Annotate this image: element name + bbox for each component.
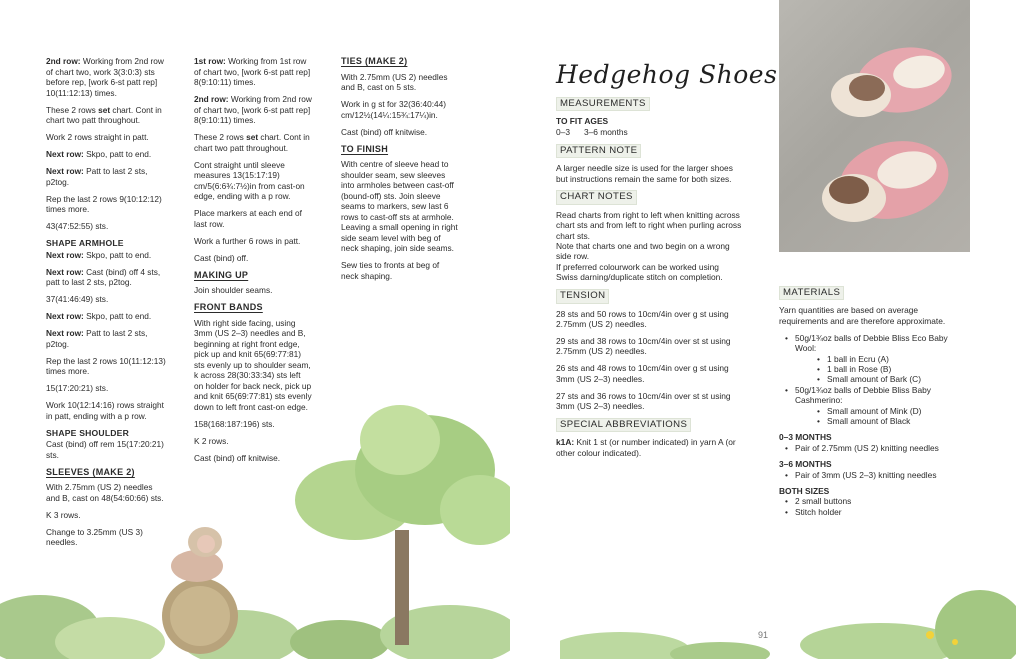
- pattern-title: Hedgehog Shoes: [556, 60, 778, 89]
- paragraph: Work 10(12:14:16) rows straight in patt, ending with a p row.: [46, 400, 164, 421]
- paragraph: 2nd row: Working from 2nd row of chart two, work 3(3:0:3) sts before rep, [work 6-st patt rep] 10(11:12:13) times.: [46, 56, 164, 98]
- paragraph: Rep the last 2 rows 9(10:12:12) times more.: [46, 193, 162, 214]
- shoes-image: [779, 0, 970, 252]
- paragraph: 43(47:52:55) sts.: [46, 221, 109, 231]
- needles-label: 3–6 MONTHS: [779, 459, 832, 470]
- paragraph: Next row: Cast (bind) off 4 sts, patt to last 2 sts, p2tog.: [46, 266, 161, 287]
- paragraph: With 2.75mm (US 2) needles and B, cast on 5 sts.: [341, 71, 448, 92]
- section-heading: TO FINISH: [341, 143, 389, 154]
- needles-list: [779, 443, 969, 453]
- paragraph: Cont straight until sleeve measures 13(15:17:19) cm/5(6:6¾:7½)in from cast-on edge, ending with a p row.: [194, 159, 305, 201]
- paragraph: These 2 rows set chart. Cont in chart two patt throughout.: [194, 132, 310, 153]
- plants-illustration-right: [560, 590, 1016, 659]
- paragraph: Next row: Skpo, patt to end.: [46, 311, 152, 321]
- section-heading: SLEEVES (MAKE 2): [46, 466, 135, 477]
- tension-item: 26 sts and 48 rows to 10cm/4in over g st using 3mm (US 2–3) needles.: [556, 363, 729, 384]
- extras-list: [779, 496, 969, 517]
- paragraph: Work 2 rows straight in patt.: [46, 132, 149, 142]
- paragraph: Join shoulder seams.: [194, 285, 273, 295]
- yarn-subitem: • Small amount of Bark (C): [819, 374, 969, 384]
- paragraph: 15(17:20:21) sts.: [46, 383, 109, 393]
- pattern-details: [556, 97, 742, 465]
- paragraph: Work a further 6 rows in patt.: [194, 235, 301, 246]
- needles-item: • Pair of 2.75mm (US 2) knitting needles: [787, 443, 969, 453]
- section-heading: TIES (MAKE 2): [341, 56, 408, 66]
- paragraph: 158(168:187:196) sts.: [194, 418, 275, 429]
- page-number: 91: [758, 630, 769, 640]
- fit-values: 0–3 3–6 months: [556, 126, 628, 137]
- materials-heading: MATERIALS: [779, 286, 844, 300]
- yarn-subitem: • 1 ball in Ecru (A): [819, 354, 969, 364]
- column-3: [341, 56, 459, 288]
- section-heading: SHAPE ARMHOLE: [46, 238, 124, 248]
- paragraph: Next row: Patt to last 2 sts, p2tog.: [46, 328, 148, 349]
- tension-heading: TENSION: [556, 289, 609, 303]
- paragraph: Next row: Skpo, patt to end.: [46, 149, 152, 159]
- extras-item: • Stitch holder: [787, 507, 969, 517]
- paragraph: Next row: Patt to last 2 sts, p2tog.: [46, 166, 148, 187]
- paragraph: K 3 rows.: [46, 509, 81, 520]
- pattern-note: A larger needle size is used for the larger shoes but instructions remain the same for both sizes.: [556, 163, 733, 184]
- paragraph: Rep the last 2 rows 10(11:12:13) times more.: [46, 355, 166, 376]
- tension-item: 28 sts and 50 rows to 10cm/4in over g st using 2.75mm (US 2) needles.: [556, 308, 729, 329]
- yarn-item: • 50g/1¾oz balls of Debbie Bliss Eco Baby Wool: • 1 ball in Ecru (A) • 1 ball in Rose (B) • Small amount of Bark (C): [787, 333, 969, 385]
- bush-left: [0, 595, 510, 659]
- materials: [779, 286, 969, 517]
- materials-intro: Yarn quantities are based on average requirements and are therefore approximate.: [779, 305, 946, 326]
- paragraph: Work in g st for 32(36:40:44) cm/12½(14¼:15¾:17¼)in.: [341, 99, 446, 120]
- chart-notes-heading: CHART NOTES: [556, 190, 637, 204]
- chart-note: If preferred colourwork can be worked using Swiss darning/duplicate stitch on completion.: [556, 261, 723, 283]
- section-heading: MAKING UP: [194, 269, 249, 280]
- paragraph: Cast (bind) off.: [194, 252, 249, 263]
- tension-item: 29 sts and 38 rows to 10cm/4in over st st using 2.75mm (US 2) needles.: [556, 335, 731, 357]
- fit-label: TO FIT AGES: [556, 116, 609, 127]
- paragraph: Cast (bind) off rem 15(17:20:21) sts.: [46, 439, 164, 460]
- abbreviations-heading: SPECIAL ABBREVIATIONS: [556, 418, 691, 432]
- paragraph: Place markers at each end of last row.: [194, 208, 302, 229]
- paragraph: 1st row: Working from 1st row of chart two, [work 6-st patt rep] 8(9:10:11) times.: [194, 56, 311, 87]
- paragraph: Change to 3.25mm (US 3) needles.: [46, 526, 143, 547]
- chart-note: Read charts from right to left when knitting across chart sts and from left to right when purling across chart sts.: [556, 209, 742, 241]
- paragraph: With centre of sleeve head to shoulder seam, sew sleeves into armholes between cast-off (bound-off) sts. Join sleeve seams to markers, sew last 6 rows to cast-off sts at armhole. Leaving a small opening in right side seam level with beg of neck shaping, join side seams.: [341, 159, 458, 253]
- pattern-note-heading: PATTERN NOTE: [556, 144, 641, 158]
- paragraph: Cast (bind) off knitwise.: [341, 126, 428, 137]
- paragraph: 2nd row: Working from 2nd row of chart two, [work 6-st patt rep] 8(9:10:11) times.: [194, 94, 312, 125]
- needles-label: 0–3 MONTHS: [779, 432, 832, 443]
- paragraph: With 2.75mm (US 2) needles and B, cast on 48(54:60:66) sts.: [46, 482, 164, 503]
- abbreviation: k1A: Knit 1 st (or number indicated) in yarn A (or other colour indicated).: [556, 437, 736, 458]
- chart-note: Note that charts one and two begin on a wrong side row.: [556, 241, 730, 262]
- yarn-list: [779, 333, 969, 427]
- extras-label: BOTH SIZES: [779, 486, 830, 496]
- tension-item: 27 sts and 36 rows to 10cm/4in over st st using 3mm (US 2–3) needles.: [556, 390, 731, 411]
- extras-item: • 2 small buttons: [787, 496, 969, 506]
- section-heading: FRONT BANDS: [194, 302, 263, 312]
- paragraph: K 2 rows.: [194, 435, 229, 446]
- paragraph: Cast (bind) off knitwise.: [194, 452, 281, 463]
- yarn-subitem: • Small amount of Mink (D): [819, 406, 969, 416]
- yarn-subitem: • 1 ball in Rose (B): [819, 364, 969, 374]
- section-heading: SHAPE SHOULDER: [46, 427, 130, 438]
- paragraph: 37(41:46:49) sts.: [46, 294, 109, 304]
- needles-item: • Pair of 3mm (US 2–3) knitting needles: [787, 470, 969, 480]
- needles-list: [779, 470, 969, 480]
- paragraph: These 2 rows set chart. Cont in chart two patt throughout.: [46, 104, 162, 125]
- shoes-photo: [779, 0, 970, 252]
- paragraph: Sew ties to fronts at beg of neck shaping.: [341, 260, 440, 281]
- shoe-bottom: [822, 131, 956, 228]
- measurements-heading: MEASUREMENTS: [556, 97, 650, 111]
- shoe-top: [831, 40, 957, 120]
- hedgehog-figure: [162, 527, 238, 654]
- yarn-item: • 50g/1¾oz balls of Debbie Bliss Baby Cashmerino: • Small amount of Mink (D) • Small amount of Black: [787, 385, 969, 427]
- paragraph: With right side facing, using 3mm (US 2–3) needles and B, beginning at right front edge, pick up and knit 65(69:77:81) sts evenly up to shoulder seam, k across 28(30:33:34) sts left on holder for back neck, pick up and knit 65(69:77:81) sts evenly down to left front cast-on edge.: [194, 317, 312, 412]
- yarn-subitem: • Small amount of Black: [819, 416, 969, 426]
- paragraph: Next row: Skpo, patt to end.: [46, 249, 152, 260]
- garden-illustration: [0, 380, 510, 659]
